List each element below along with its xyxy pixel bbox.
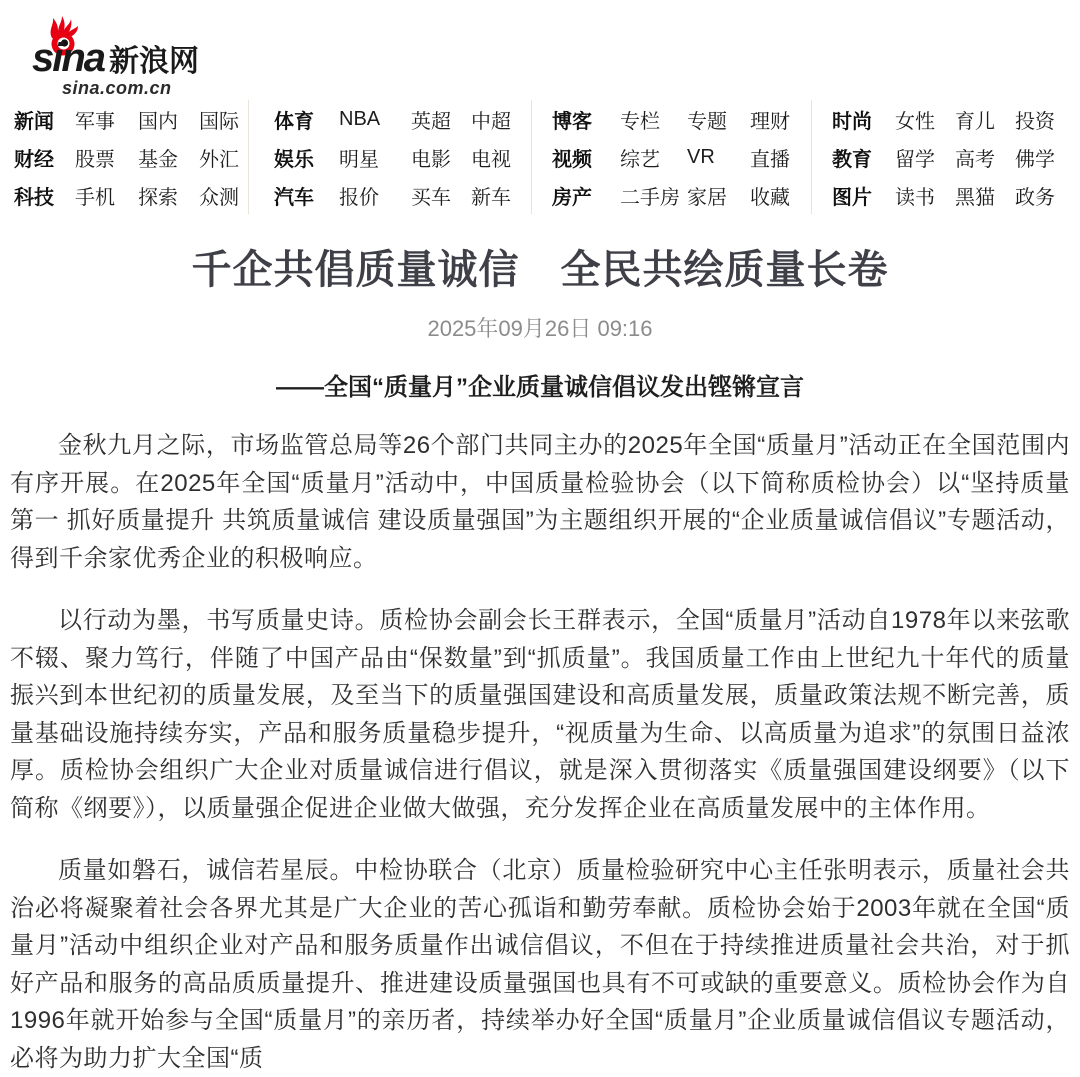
nav-link[interactable]: 育儿 [955,110,995,133]
nav-category-fashion[interactable]: 时尚 [832,110,872,133]
nav-link[interactable]: 综艺 [620,148,660,171]
nav-row-photo [832,176,1066,214]
nav-link[interactable]: 基金 [138,148,178,171]
nav-link[interactable]: 新车 [471,186,511,209]
nav-link[interactable]: 政务 [1015,186,1055,209]
nav-link[interactable]: 家居 [687,186,727,209]
nav-link[interactable]: 众测 [199,186,239,209]
nav-link[interactable]: 电影 [411,148,451,171]
channel-nav [0,100,1080,214]
nav-link[interactable]: 报价 [339,186,379,209]
nav-column-3 [531,100,811,214]
sina-logo[interactable] [28,10,248,100]
article-paragraph: 金秋九月之际，市场监管总局等26个部门共同主办的2025年全国“质量月”活动正在全国范围内有序开展。在2025年全国“质量月”活动中，中国质量检验协会（以下简称质检协会）以“坚持质量第一 抓好质量提升 共筑质量诚信 建设质量强国”为主题组织开展的“企业质量诚信倡议”专题活动，得到千余家优秀企业的积极响应。 [10,432,1070,572]
nav-row-finance [14,138,248,176]
nav-category-finance[interactable]: 财经 [14,148,54,171]
nav-link[interactable]: 股票 [75,148,115,171]
logo-sina-text: sina [32,36,105,80]
nav-link[interactable]: 外汇 [199,148,239,171]
page-header [0,0,1080,100]
nav-link[interactable]: 收藏 [750,186,790,209]
nav-row-blog [552,100,811,138]
article [0,246,1080,1077]
nav-link[interactable]: 读书 [895,186,935,209]
nav-row-education [832,138,1066,176]
nav-row-video [552,138,811,176]
nav-link[interactable]: 国内 [138,110,178,133]
nav-link[interactable]: 买车 [411,186,451,209]
nav-link[interactable]: 探索 [138,186,178,209]
nav-category-sports[interactable]: 体育 [274,110,314,133]
nav-link[interactable]: 手机 [75,186,115,209]
article-date: 2025年09月26日 09:16 [427,316,653,341]
nav-link[interactable]: 明星 [339,148,379,171]
logo-wordmark [32,38,199,78]
nav-link[interactable]: 电视 [471,148,511,171]
nav-category-photo[interactable]: 图片 [832,186,872,209]
nav-link[interactable]: 国际 [199,110,239,133]
logo-domain-text: sina.com.cn [62,78,172,98]
nav-category-realestate[interactable]: 房产 [552,186,592,209]
nav-category-education[interactable]: 教育 [832,148,872,171]
nav-link[interactable]: 二手房 [620,186,680,209]
nav-link[interactable]: VR [687,145,715,168]
nav-link[interactable]: 直播 [750,148,790,171]
nav-row-auto [274,176,531,214]
nav-category-video[interactable]: 视频 [552,148,592,171]
nav-row-fashion [832,100,1066,138]
nav-row-tech [14,176,248,214]
nav-link[interactable]: 佛学 [1015,148,1055,171]
nav-category-tech[interactable]: 科技 [14,186,54,209]
article-paragraph: 以行动为墨，书写质量史诗。质检协会副会长王群表示，全国“质量月”活动自1978年以来弦歌不辍、聚力笃行，伴随了中国产品由“保数量”到“抓质量”。我国质量工作由上世纪九十年代的质量振兴到本世纪初的质量发展，及至当下的质量强国建设和高质量发展，质量政策法规不断完善，质量基础设施持续夯实，产品和服务质量稳步提升，“视质量为生命、以高质量为追求”的氛围日益浓厚。质检协会组织广大企业对质量诚信进行倡议，就是深入贯彻落实《质量强国建设纲要》（以下简称《纲要》），以质量强企促进企业做大做强，充分发挥企业在高质量发展中的主体作用。 [10,607,1070,822]
nav-category-news[interactable]: 新闻 [14,110,54,133]
nav-link[interactable]: 投资 [1015,110,1055,133]
nav-link[interactable]: 军事 [75,110,115,133]
nav-category-auto[interactable]: 汽车 [274,186,314,209]
nav-link[interactable]: NBA [339,107,381,130]
nav-column-2 [248,100,531,214]
nav-row-news [14,100,248,138]
nav-link[interactable]: 女性 [895,110,935,133]
nav-link[interactable]: 英超 [411,110,451,133]
nav-column-4 [811,100,1066,214]
article-body [10,427,1070,1077]
nav-link[interactable]: 专题 [687,110,727,133]
nav-link[interactable]: 黑猫 [955,186,995,209]
nav-column-1 [0,100,248,214]
nav-link[interactable]: 专栏 [620,110,660,133]
logo-chinese-text: 新浪网 [109,45,200,78]
nav-category-entertainment[interactable]: 娱乐 [274,148,314,171]
article-title: 千企共倡质量诚信 全民共绘质量长卷 [191,248,889,292]
nav-row-realestate [552,176,811,214]
nav-row-sports [274,100,531,138]
nav-category-blog[interactable]: 博客 [552,110,592,133]
nav-link[interactable]: 留学 [895,148,935,171]
article-paragraph: 质量如磐石，诚信若星辰。中检协联合（北京）质量检验研究中心主任张明表示，质量社会共治必将凝聚着社会各界尤其是广大企业的苦心孤诣和勤劳奉献。质检协会始于2003年就在全国“质量月”活动中组织企业对产品和服务质量作出诚信倡议，不但在于持续推进质量社会共治，对于抓好产品和服务的高品质质量提升、推进建设质量强国也具有不可或缺的重要意义。质检协会作为自1996年就开始参与全国“质量月”的亲历者，持续举办好全国“质量月”企业质量诚信倡议专题活动，必将为助力扩大全国“质 [10,857,1070,1072]
nav-link[interactable]: 中超 [471,110,511,133]
nav-link[interactable]: 理财 [750,110,790,133]
nav-row-entertainment [274,138,531,176]
nav-link[interactable]: 高考 [955,148,995,171]
article-subtitle: ——全国“质量月”企业质量诚信倡议发出铿锵宣言 [276,374,804,401]
